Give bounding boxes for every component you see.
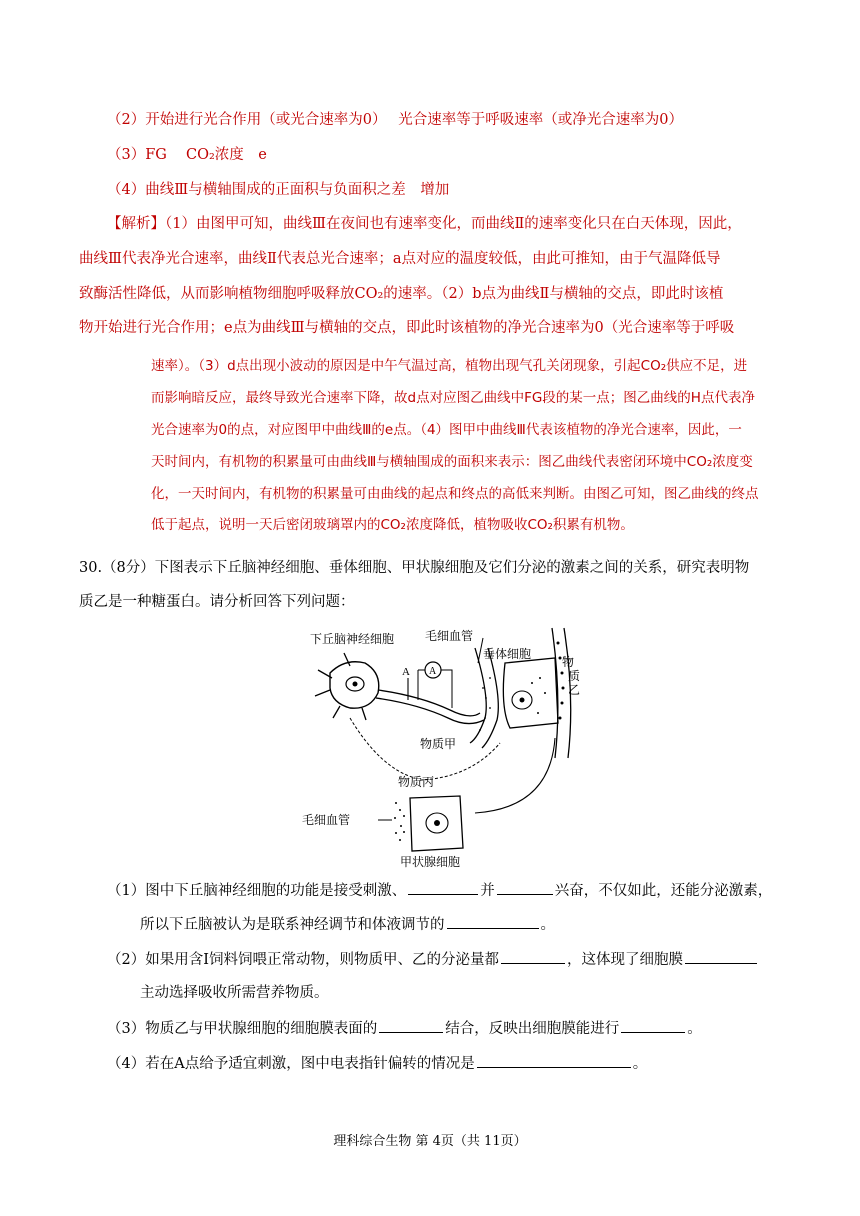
substance-yi-label-2: 质 [568, 669, 581, 683]
q4-text-b: 。 [632, 1056, 648, 1072]
question-3 [107, 1017, 702, 1039]
substance-jia-label: 物质甲 [420, 737, 457, 751]
capillary-left-label: 毛细血管 [302, 813, 351, 827]
q3-blank-2[interactable] [621, 1017, 685, 1033]
pituitary-label: 垂体细胞 [483, 647, 532, 661]
q1-text-a: （1）图中下丘脑神经细胞的功能是接受刺激、 [107, 883, 407, 899]
capillary-top-label: 毛细血管 [425, 629, 474, 643]
q4-text-a: （4）若在A点给予适宜刺激，图中电表指针偏转的情况是 [107, 1056, 475, 1072]
explanation-line-9: 化，一天时间内，有机物的积累量可由曲线的起点和终点的高低来判断。由图乙可知，图乙曲线的终点 [151, 486, 759, 502]
point-a-label: A [402, 666, 410, 678]
q1-text-e: 。 [540, 917, 555, 933]
explanation-line-4: 物开始进行光合作用；e点为曲线Ⅲ与横轴的交点，即此时该植物的净光合速率为0（光合速率等于呼吸 [79, 320, 735, 336]
explanation-line-1 [107, 214, 742, 234]
hormone-regulation-diagram [300, 618, 600, 868]
explanation-line-6: 而影响暗反应，最终导致光合速率下降，故d点对应图乙曲线中FG段的某一点；图乙曲线的H点代表净 [151, 390, 755, 406]
explanation-tag: 【解析】 [107, 216, 165, 232]
explanation-line-10: 低于起点，说明一天后密闭玻璃罩内的CO₂浓度降低，植物吸收CO₂积累有机物。 [151, 517, 634, 533]
q2-blank-2[interactable] [685, 948, 757, 964]
neuron-label: 下丘脑神经细胞 [310, 632, 395, 646]
q1-text-d: 所以下丘脑被认为是联系神经调节和体液调节的 [140, 917, 445, 933]
question-stem-line-2: 质乙是一种糖蛋白。请分析回答下列问题： [79, 594, 355, 610]
explanation-line-3: 致酶活性降低，从而影响植物细胞呼吸释放CO₂的速率。（2）b点为曲线Ⅱ与横轴的交点，即此时该植 [79, 286, 724, 302]
q1-text-c: 兴奋，不仅如此，还能分泌激素， [554, 883, 773, 899]
substance-bing-label: 物质丙 [398, 775, 435, 789]
explanation-line-2: 曲线Ⅲ代表净光合速率，曲线Ⅱ代表总光合速率；a点对应的温度较低，由此可推知，由于气温降低导 [79, 251, 721, 267]
question-stem-line-1: 30.（8分）下图表示下丘脑神经细胞、垂体细胞、甲状腺细胞及它们分泌的激素之间的关系，研究表明物 [79, 560, 750, 576]
q2-blank-1[interactable] [501, 948, 565, 964]
q2-text-a: （2）如果用含Ⅰ饲料饲喂正常动物，则物质甲、乙的分泌量都 [107, 952, 499, 968]
explanation-line-5: 速率）。（3）d点出现小波动的原因是中午气温过高，植物出现气孔关闭现象，引起CO₂供应不足，进 [151, 358, 748, 374]
q1-text-b: 并 [480, 883, 495, 899]
explanation-text: （1）由图甲可知，曲线Ⅲ在夜间也有速率变化，而曲线Ⅱ的速率变化只在白天体现，因此， [165, 216, 742, 232]
question-2-line-2: 主动选择吸收所需营养物质。 [140, 985, 329, 1001]
substance-yi-label-1: 物 [562, 655, 575, 669]
question-2-line-1 [107, 948, 759, 970]
page-footer: 理科综合生物 第 4页（共 11页） [333, 1134, 527, 1149]
explanation-line-8: 天时间内，有机物的积累量可由曲线Ⅲ与横轴围成的面积来表示：图乙曲线代表密闭环境中CO₂浓度变 [151, 454, 753, 470]
q4-blank-1[interactable] [477, 1052, 631, 1068]
q3-text-a: （3）物质乙与甲状腺细胞的细胞膜表面的 [107, 1021, 378, 1037]
question-4 [107, 1052, 647, 1074]
q3-text-c: 。 [687, 1021, 702, 1037]
q2-text-b: ，这体现了细胞膜 [566, 952, 683, 968]
question-1-line-2 [140, 913, 555, 935]
substance-yi-label-3: 乙 [568, 683, 581, 697]
answer-4: （4）曲线Ⅲ与横轴围成的正面积与负面积之差 增加 [107, 182, 450, 198]
explanation-line-7: 光合速率为0的点，对应图甲中曲线Ⅲ的e点。（4）图甲中曲线Ⅲ代表该植物的净光合速率，因此，一 [151, 422, 742, 438]
question-1-line-1 [107, 879, 772, 901]
answer-3: （3）FG CO₂浓度 e [107, 147, 267, 163]
q1-blank-3[interactable] [447, 913, 539, 929]
q1-blank-2[interactable] [497, 879, 553, 895]
answer-2: （2）开始进行光合作用（或光合速率为0） 光合速率等于呼吸速率（或净光合速率为0） [107, 112, 684, 128]
q3-text-b: 结合，反映出细胞膜能进行 [445, 1021, 620, 1037]
thyroid-label: 甲状腺细胞 [400, 855, 461, 868]
galvanometer-label: A [429, 666, 437, 677]
q3-blank-1[interactable] [379, 1017, 443, 1033]
q1-blank-1[interactable] [408, 879, 478, 895]
